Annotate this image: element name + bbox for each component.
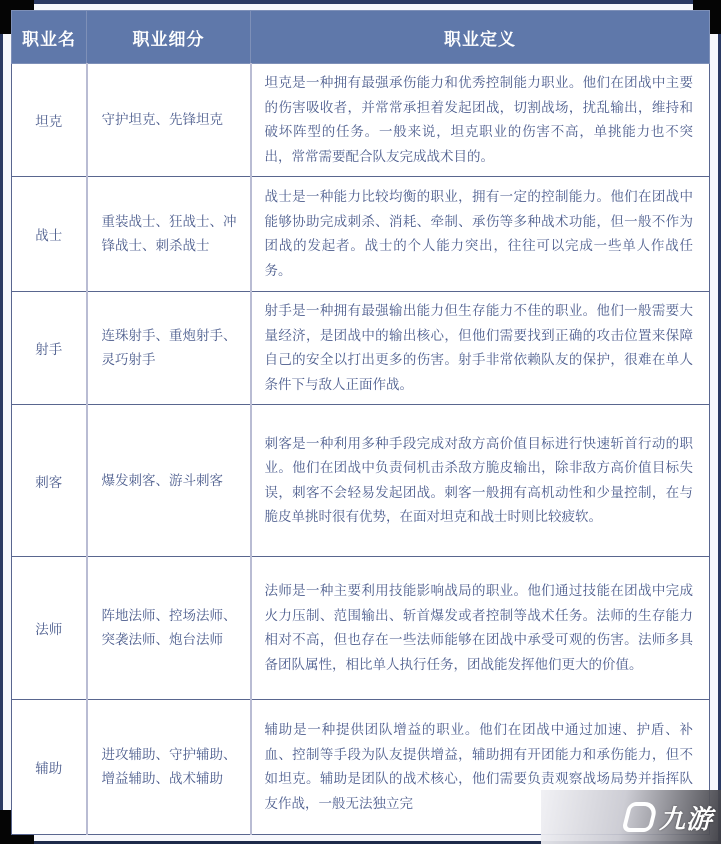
table-row [12, 557, 710, 700]
table-row [12, 64, 710, 177]
role-name: 法师 [12, 557, 87, 700]
header-role-name: 职业名 [12, 11, 87, 64]
role-subclasses: 连珠射手、重炮射手、灵巧射手 [87, 292, 251, 405]
role-definition: 刺客是一种利用多种手段完成对敌方高价值目标进行快速斩首行动的职业。他们在团战中负责伺机击杀敌方脆皮输出，除非敌方高价值目标失误，刺客不会轻易发起团战。刺客一般拥有高机动性和少量控制，在与脆皮单挑时很有优势，在面对坦克和战士时则比较疲软。 [251, 405, 710, 557]
watermark [541, 790, 721, 844]
role-definition: 战士是一种能力比较均衡的职业，拥有一定的控制能力。他们在团战中能够协助完成刺杀、消耗、牵制、承伤等多种战术功能，但一般不作为团战的发起者。战士的个人能力突出，往往可以完成一些单人作战任务。 [251, 177, 710, 292]
role-definition: 辅助是一种提供团队增益的职业。他们在团战中通过加速、护盾、补血、控制等手段为队友提供增益，辅助拥有开团能力和承伤能力，但不如坦克。辅助是团队的战术核心，他们需要负责观察战场局势并指挥队友作战，一般无法独立完 [251, 700, 710, 835]
role-subclasses: 进攻辅助、守护辅助、增益辅助、战术辅助 [87, 700, 251, 835]
table-row [12, 177, 710, 292]
watermark-text: 九游 [658, 804, 713, 835]
role-definition: 坦克是一种拥有最强承伤能力和优秀控制能力职业。他们在团战中主要的伤害吸收者，并常常承担着发起团战，切割战场，扰乱输出，维持和破坏阵型的任务。一般来说，坦克职业的伤害不高，单挑能力也不突出，常常需要配合队友完成战术目的。 [251, 64, 710, 177]
role-name: 战士 [12, 177, 87, 292]
table-row [12, 292, 710, 405]
jiuyou-logo-icon [621, 802, 658, 832]
role-definition: 射手是一种拥有最强输出能力但生存能力不佳的职业。他们一般需要大量经济，是团战中的输出核心，但他们需要找到正确的攻击位置来保障自己的安全以打出更多的伤害。射手非常依赖队友的保护，很难在单人条件下与敌人正面作战。 [251, 292, 710, 405]
watermark-logo [625, 799, 713, 836]
role-subclasses: 爆发刺客、游斗刺客 [87, 405, 251, 557]
role-name: 辅助 [12, 700, 87, 835]
table-header-row [12, 11, 710, 64]
role-subclasses: 重装战士、狂战士、冲锋战士、刺杀战士 [87, 177, 251, 292]
role-name: 射手 [12, 292, 87, 405]
header-definition: 职业定义 [251, 11, 710, 64]
role-name: 坦克 [12, 64, 87, 177]
frame-top-band [34, 0, 693, 4]
role-subclasses: 守护坦克、先锋坦克 [87, 64, 251, 177]
role-table [11, 10, 710, 835]
role-subclasses: 阵地法师、控场法师、突袭法师、炮台法师 [87, 557, 251, 700]
header-subclasses: 职业细分 [87, 11, 251, 64]
role-definition: 法师是一种主要利用技能影响战局的职业。他们通过技能在团战中完成火力压制、范围输出、斩首爆发或者控制等战术任务。法师的生存能力相对不高，但也存在一些法师能够在团战中承受可观的伤害。法师多具备团队属性，相比单人执行任务，团战能发挥他们更大的价值。 [251, 557, 710, 700]
table-row [12, 405, 710, 557]
role-name: 刺客 [12, 405, 87, 557]
